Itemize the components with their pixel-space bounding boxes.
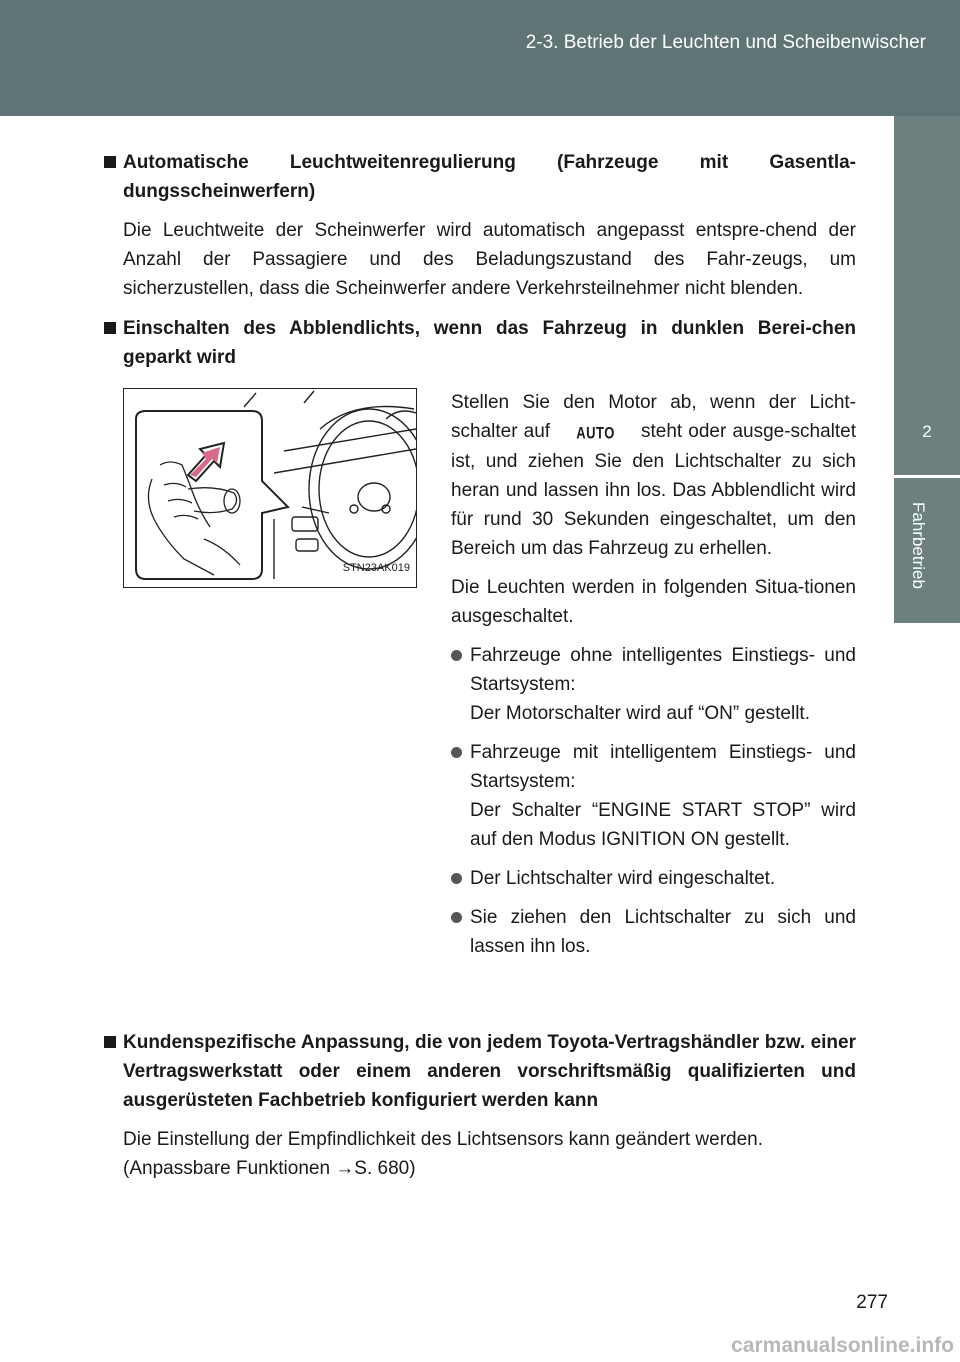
bullet-dot-icon — [451, 747, 462, 758]
figure-caption: STN23AK019 — [342, 562, 410, 574]
light-switch-illustration — [123, 388, 417, 588]
page-number: 277 — [856, 1292, 888, 1313]
situations-intro: Die Leuchten werden in folgenden Situa-tionen ausgeschaltet. — [451, 577, 856, 627]
illustrated-section — [104, 388, 856, 1028]
bullet-dot-icon — [451, 912, 462, 923]
section-body-3: Die Einstellung der Empfindlichkeit des Lichtsensors kann geändert werden. (Anpassbare Funktionen →S. 680) — [104, 1125, 856, 1183]
section-body-1: Die Leuchtweite der Scheinwerfer wird automatisch angepasst entspre-chend der Anzahl der Passagiere und des Beladungszustand des Fahr-zeugs, um sicherzustellen, dass die Scheinwerfer andere Verkehrsteilnehmer nicht blenden. — [123, 220, 856, 299]
list-item: Fahrzeuge ohne intelligentes Einstiegs- und Startsystem: Der Motorschalter wird auf “ON” gestellt. — [451, 641, 856, 728]
side-tab-divider — [894, 475, 960, 478]
square-bullet-icon — [104, 322, 116, 334]
list-item: Fahrzeuge mit intelligentem Einstiegs- und Startsystem: Der Schalter “ENGINE START STOP” wird auf den Modus IGNITION ON gestellt. — [451, 738, 856, 854]
watermark: carmanualsonline.info — [731, 1334, 954, 1357]
cross-reference-link[interactable]: (Anpassbare Funktionen →S. 680) — [123, 1158, 416, 1179]
chapter-label: Fahrbetrieb — [909, 502, 928, 589]
procedure-text — [451, 388, 856, 961]
bullet-dot-icon — [451, 873, 462, 884]
page-content — [104, 148, 856, 1183]
list-item: Sie ziehen den Lichtschalter zu sich und lassen ihn los. — [451, 903, 856, 961]
auto-symbol-icon: AUTO — [576, 422, 615, 443]
bullet-dot-icon — [451, 650, 462, 661]
square-bullet-icon — [104, 1036, 116, 1048]
square-bullet-icon — [104, 156, 116, 168]
chapter-number: 2 — [922, 422, 932, 441]
section-heading-3: Kundenspezifische Anpassung, die von jedem Toyota-Vertragshändler bzw. einer Vertragswerkstatt oder einem anderen vorschriftsmäßig qualifizierten und ausgerüsteten Fachbetrieb konfiguriert werden kann — [104, 1028, 856, 1115]
side-tab-band — [894, 116, 960, 623]
procedure-intro: Stellen Sie den Motor ab, wenn der Licht-schalter auf AUTO steht oder ausge-schaltet ist, und ziehen Sie den Lichtschalter zu sich heran und lassen ihn los. Das Abblendlicht wird für rund 30 Sekunden eingeschaltet, um den Bereich um das Fahrzeug zu erhellen. — [451, 392, 857, 559]
chapter-title: 2-3. Betrieb der Leuchten und Scheibenwischer — [525, 32, 926, 53]
section-heading-2: Einschalten des Abblendlichts, wenn das Fahrzeug in dunklen Berei-chen geparkt wird — [104, 314, 856, 372]
chapter-side-tab — [894, 0, 960, 1362]
list-item: Der Lichtschalter wird eingeschaltet. — [451, 864, 856, 893]
section-heading-1: Automatische Leuchtweitenregulierung (Fahrzeuge mit Gasentla-dungsscheinwerfern) — [104, 148, 856, 206]
page-header — [0, 0, 960, 116]
